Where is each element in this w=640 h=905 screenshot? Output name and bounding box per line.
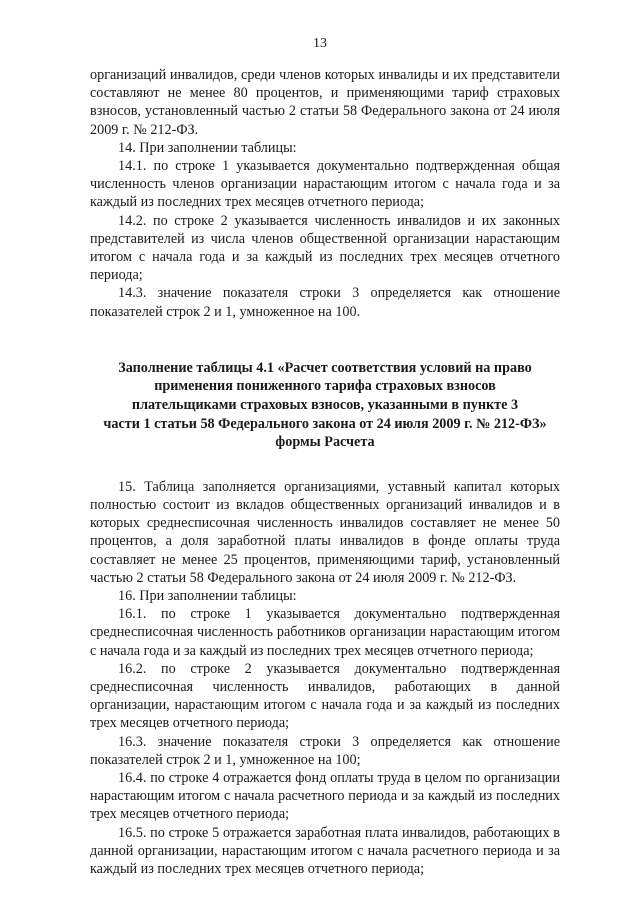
heading-line: части 1 статьи 58 Федерального закона от 24 июля 2009 г. № 212-ФЗ» — [103, 415, 547, 432]
paragraph: 16.5. по строке 5 отражается заработная плата инвалидов, работающих в данной организации, нарастающим итогом с начала расчетного периода и за каждый из последних трех месяцев отчетного периода; — [90, 824, 560, 878]
paragraph: 14.1. по строке 1 указывается документально подтвержденная общая численность членов организации нарастающим итогом с начала года и за каждый из последних трех месяцев отчетного периода; — [90, 158, 560, 211]
section-14 — [90, 66, 560, 321]
paragraph: 15. Таблица заполняется организациями, уставный капитал которых полностью состоит из вкладов общественных организаций инвалидов и в которых среднесписочная численность инвалидов составляет не менее 50 процентов, а доля заработной платы инвалидов в фонде оплаты труда составляет не менее 25 процентов, применяющими тариф, установленный частью 2 статьи 58 Федерального закона от 24 июля 2009 г. № 212-ФЗ. — [90, 478, 560, 586]
paragraph: 14. При заполнении таблицы: — [118, 139, 297, 156]
paragraph: 14.3. значение показателя строки 3 определяется как отношение показателей строк 2 и 1, умноженное на 100. — [90, 285, 560, 320]
heading-line: плательщиками страховых взносов, указанными в пункте 3 — [131, 397, 519, 414]
paragraph: 16.1. по строке 1 указывается документально подтвержденная среднесписочная численность работников организации нарастающим итогом с начала года и за каждый из последних трех месяцев отчетного периода; — [90, 606, 560, 659]
paragraph: 16. При заполнении таблицы: — [118, 588, 297, 605]
paragraph: 14.2. по строке 2 указывается численность инвалидов и их законных представителей из числа членов общественной организации нарастающим итогом с начала года и за каждый из последних трех месяцев отчетного периода; — [90, 212, 560, 284]
document-body — [90, 66, 560, 878]
paragraph: 16.4. по строке 4 отражается фонд оплаты труда в целом по организации нарастающим итогом с начала расчетного периода и за каждый из последних трех месяцев отчетного периода; — [90, 770, 560, 823]
paragraph: организаций инвалидов, среди членов которых инвалиды и их представители составляют не менее 80 процентов, и применяющими тариф страховых взносов, установленный частью 2 статьи 58 Федерального закона от 24 июля 2009 г. № 212-ФЗ. — [90, 67, 560, 138]
heading-line: формы Расчета — [275, 434, 375, 451]
section-heading — [90, 359, 560, 452]
section-15-16 — [90, 478, 560, 878]
paragraph: 16.2. по строке 2 указывается документально подтвержденная среднесписочная численность инвалидов, работающих в данной организации, нарастающим итогом с начала года и за каждый из последних трех месяцев отчетного периода; — [90, 660, 560, 732]
paragraph: 16.3. значение показателя строки 3 определяется как отношение показателей строк 2 и 1, умноженное на 100; — [90, 733, 560, 768]
heading-line: Заполнение таблицы 4.1 «Расчет соответствия условий на право — [118, 359, 532, 376]
heading-line: применения пониженного тарифа страховых взносов — [154, 378, 496, 395]
page-number: 13 — [313, 36, 327, 51]
